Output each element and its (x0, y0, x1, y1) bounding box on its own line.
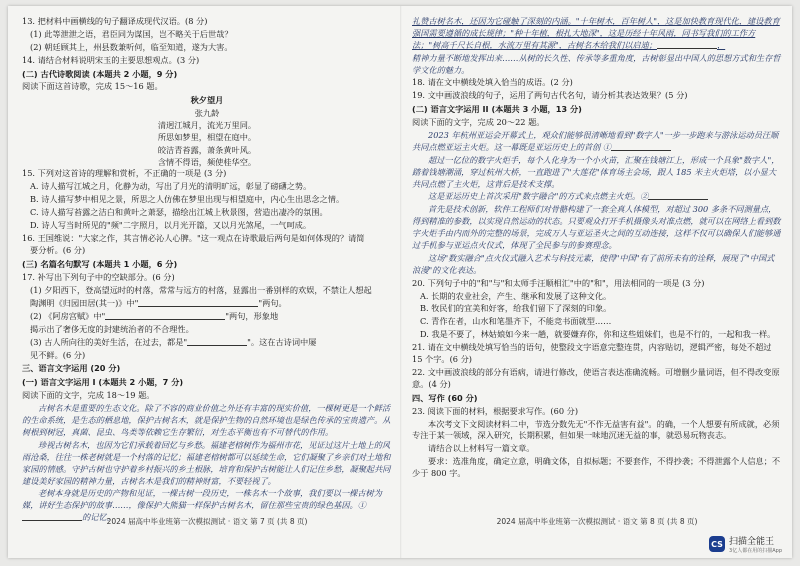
poem-line: 含情不得语，频使桂华空。 (157, 156, 257, 167)
poem-intro: 阅读下面这首诗歌，完成 15～16 题。 (22, 81, 163, 92)
q15-option-c: C. 诗人描写苔露之洁白和黄叶之萧瑟，描绘出江城上秋景图，营造出凄冷的氛围。 (30, 206, 328, 217)
footer-right: 2024 届高中毕业班第一次模拟测试 · 语文 第 8 页 (共 8 页) (496, 517, 698, 526)
q19: 19. 文中画波浪线的句子，运用了两句古代名句，请分析其表达效果？(5 分) (412, 90, 688, 101)
q22: 22. 文中画波浪线的部分有语病，请进行修改，使语言表达准确流畅。可增删少量词语，但不得改变原意。(4 分) (412, 366, 780, 389)
passage-r-p3: 这是亚运历史上首次采用"数字融合"的方式来点燃主火炬。② (412, 191, 782, 203)
q13-stem: 13. 把材料中画横线的句子翻译成现代汉语。(8 分) (22, 16, 208, 26)
q13-s2: (2) 朝廷顾其上，州县数兼听何，临至知道，遂为大害。 (30, 41, 233, 52)
q17-stem: 17. 补写出下列句子中的空缺部分。(6 分) (22, 272, 175, 283)
answer-blank (657, 40, 717, 49)
q20-option-a: A. 长期的农业社会，产生、继承和发展了这种文化。 (420, 290, 612, 301)
q17-s2c: 揭示出了奢侈无度的封建统治者的不合理性。 (30, 323, 194, 334)
writing-material: 本次考文下文阅读材料二中，节选分数先无"不作无益害有益"。的确，一个人想要有所成就，必须专注于某一领域，深入研究，长期积累，但如果一味地沉迷无益的事，就恐易玩物丧志。 (412, 418, 780, 441)
section-language-ii: (二) 语言文字运用 II (本题共 3 小题，13 分) (412, 104, 582, 115)
passage-r-p2: 超过一亿位的数字火炬手，每个人化身为一个小火苗，汇聚在钱塘江上，形成一个具象"数字人"，踏着钱塘潮涌，穿过杭州大桥，一直跑进了"大莲花"体育场主会场，跟人 185 米主火炬塔，以小显大共同点燃了主火炬，这背后是技术支撑。 (412, 154, 780, 189)
passage-para-2: 珍视古树名木，也因为它们承载着回忆与乡愁。福建老榕树作为福州市花，见证过这片土地上的风雨沧桑，往往一株老树就是一个村落的记忆；福建老榕树都可以延续生命，它们凝聚了乡亲们对土地和家园的情感。守护古树也守护着乡村振兴的乡土根脉，培育和保护古树能让人们记住乡愁，凝聚起共同建设美好家园的精神力量，古树名木是我们的精神财富，不要轻视了。 (22, 439, 391, 486)
q21: 21. 请在文中横线处填写恰当的语句，使整段文字语意完整连贯，内容贴切，逻辑严密，每处不超过 15 个字。(6 分) (412, 342, 772, 365)
right-page (412, 16, 782, 516)
section-three: 三、语言文字运用 (20 分) (22, 363, 121, 374)
passage-top-2: 精神力量不断地发挥出来……从树的长久性、传承等多重角度，古树彰显出中国人的思想方式和生存哲学文化的魅力。 (412, 52, 781, 75)
exam-sheet (8, 6, 792, 558)
writing-requirements: 要求：选准角度，确定立意，明确文体，自拟标题；不要套作，不得抄袭；不得泄露个人信息；不少于 800 字。 (412, 456, 781, 479)
q23: 23. 阅读下面的材料，根据要求写作。(60 分) (412, 405, 579, 416)
q16-line1: 16. 王国维说："大家之作，其言情必沁人心脾。"这一观点在诗歌最后两句是如何体现的？请简 (22, 232, 365, 243)
section-dictation: (三) 名篇名句默写 (本题共 1 小题，6 分) (22, 259, 178, 270)
q15-option-b: B. 诗人描写梦中相见之景，所思之人仿佛在梦里出现与相望庭中，内心生出思念之情。 (30, 193, 345, 204)
q14: 14. 请结合材料说明宋玉的主要思想观点。(3 分) (22, 54, 200, 65)
scanner-tagline: 3亿人都在用的扫描App (729, 548, 782, 554)
q17-s1: 陶渊明《归园田居(其一)》中" "两句。 (30, 298, 287, 309)
passage-r-p4: 这场"数实融合"点火仪式融入艺术与科技元素，使得"中国"有了前所未有的诠释，展现了"中国式浪漫"的文化表达。 (412, 252, 775, 275)
q15-stem: 15. 下列对这首诗的理解和赏析，不正确的一项是 (3 分) (22, 168, 227, 179)
poem-line: 皎洁青苔露，萧条黄叶风。 (157, 144, 257, 155)
passage-r-p3b: 首先是技术创新，软件工程师们对骨骼构建了一套全真人体模型，对超过 300 多条不同测量点，得到精准的参数，以实现自然运动的状态。只要观众打开手机摄像头对准点燃，就可以在网络上看到数字火炬手由内而外的完整的场景，完成万人与亚运圣火之间的互动连接，这样不仅可以确保人们能够通过手机参与亚运点火仪式，体现了全民参与的参赛理念。 (412, 204, 781, 251)
q15-option-d: D. 诗人写当时所见的"频"二字照月，以月光开篇，又以月光煞尾，一气呵成。 (30, 219, 312, 230)
passage-r-p1: 2023 年杭州亚运会开幕式上，观众们能够很清晰地看到"数字人"一步一步跑来与游泳运动员汪顺共同点燃亚运主火炬。这一幕既是亚运历史上的首创 ① (412, 130, 779, 152)
answer-blank (611, 142, 671, 151)
q15-option-a: A. 诗人描写江城之月，化静为动，写出了月光的清明旷远，彰显了磅礴之势。 (30, 181, 312, 192)
q18: 18. 请在文中横线处填入恰当的成语。(2 分) (412, 77, 573, 88)
poem-author: 张九龄 (194, 107, 220, 118)
q20-stem: 20. 下列句子中的"和"与"和太师手汪顺相汇"中的"和"，用法相同的一项是 (3 分) (412, 277, 705, 288)
page-fold (400, 6, 402, 558)
writing-prompt: 请结合以上材料写一篇文章。 (428, 443, 535, 454)
answer-blank (187, 337, 247, 346)
section-language-i: (一) 语言文字运用 I (本题共 2 小题，7 分) (22, 377, 184, 388)
q17-s3c: 见不鲜。(6 分) (30, 349, 86, 360)
poem-line: 所思如梦里，相望在庭中。 (157, 132, 257, 143)
q16-line2: 要分析。(6 分) (30, 245, 86, 256)
passage-para-1: 古树名木是重要的生态文化。除了不容的商业价值之外还有丰富的现实价值，一棵树更是一个鲜活的生命系统，是生态的栖息地，保护古树名木，就是保护生物的自然环境也是绿色传承的宝贵遗产。从树根到树冠，真菌、昆虫、鸟类等依赖它生存繁衍，对生态平衡也有不可替代的作用。 (22, 403, 391, 437)
q17-s1a: (1) 夕阳西下，登高望远时的村落，常常与远方的村落，显露出一番别样的欢娱，不禁让人想起 (30, 285, 372, 296)
q17-s2: (2) 《阿房宫赋》中" "两句，形象地 (30, 310, 279, 321)
poem-line: 清迥江城月，流光万里同。 (157, 119, 257, 130)
answer-blank (105, 311, 225, 320)
passage-para-3: 老树本身就是历史的产物和见证，一棵古树一段历史，一株名木一个故事，我们要以一棵古树为媒，讲好生态保护的故事……，像保护大熊猫一样保护古树名木，留住那些宝贵的绿色基因。①的记忆。 (22, 488, 382, 523)
q17-s3: (3) 古人所向往的美好生活，在过去，都是" "。这在古诗词中屡 (30, 336, 317, 347)
section-writing: 四、写作 (60 分) (412, 392, 478, 403)
footer-left: 2024 届高中毕业班第一次模拟测试 · 语文 第 7 页 (共 8 页) (106, 517, 308, 526)
read-intro-2: 阅读下面的文字，完成 18～19 题。 (22, 390, 155, 401)
passage-top-1: 礼赞古树名木，还因为它碰触了深刻的内涵。"十年树木，百年树人"，这是加快教育现代化，建设教育强国需要遵循的成长规律；"种十年植，根扎大地深"，这是历经十年风雨，同书写我们的工作方法；"树高千尺长自根，水流万里有其源"，古树名木给我们以启迪； ， (412, 16, 780, 50)
scanner-name: 扫描全能王 (729, 537, 775, 547)
camscanner-logo-icon: CS (709, 536, 725, 552)
q20-option-d: D. 我是不要了，林姑娘如今来一趟，就要嫌弃你，你和这些姐妹们，也是不行的，一起和我一样。 (420, 329, 776, 340)
answer-blank (648, 191, 708, 200)
q13-s1: (1) 此等泄泄之语，君臣同为谋国，岂不略关于后世哉？ (30, 28, 233, 39)
read-intro-3: 阅读下面的文字，完成 20～22 题。 (412, 117, 545, 128)
scanner-watermark (709, 534, 782, 554)
q20-option-c: C. 青作在者，山水和笔墨齐下，不能竞书面就型…… (420, 316, 612, 327)
poem-title: 秋夕望月 (190, 95, 224, 106)
q20-option-b: B. 牧民们的宜美和好客，给我们留下了深刻的印象。 (420, 303, 612, 314)
section-ancient-poetry: (二) 古代诗歌阅读 (本题共 2 小题，9 分) (22, 68, 178, 79)
answer-blank (138, 298, 258, 307)
